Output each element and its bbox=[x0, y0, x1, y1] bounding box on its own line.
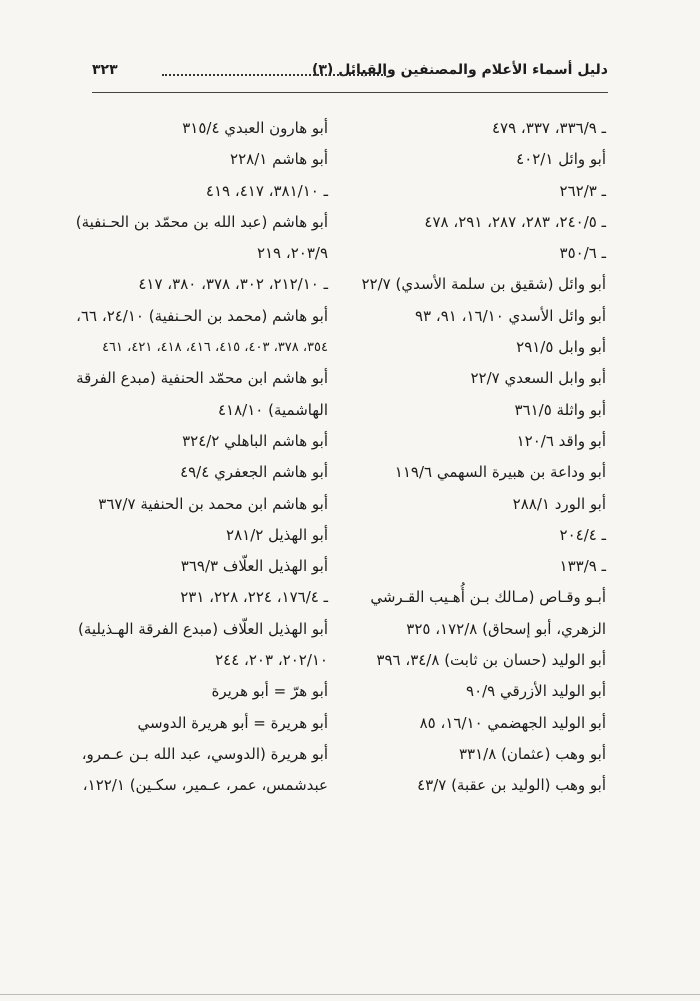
index-entry: أبو وائل الأسدي ١٦/١٠، ٩١، ٩٣ bbox=[415, 306, 606, 325]
index-entry: أبو وابل السعدي ٢٢/٧ bbox=[470, 369, 606, 388]
index-column-right bbox=[361, 113, 606, 802]
page-number: ٣٢٣ bbox=[92, 62, 118, 78]
index-entry: أبو وداعة بن هبيرة السهمي ١١٩/٦ bbox=[394, 463, 606, 482]
running-header bbox=[92, 62, 608, 86]
index-entry: أبو هاشم الجعفري ٤٩/٤ bbox=[180, 463, 328, 482]
index-entry: أبو واثلة ٣٦١/٥ bbox=[514, 400, 606, 419]
index-entry: أبو وهب (عثمان) ٣٣١/٨ bbox=[459, 744, 606, 763]
page-bottom-edge bbox=[0, 994, 700, 995]
index-entry: أبو هاشم ابن محمد بن الحنفية ٣٦٧/٧ bbox=[98, 494, 328, 513]
index-entry: ـ ٢٤٠/٥، ٢٨٣، ٢٨٧، ٢٩١، ٤٧٨ bbox=[424, 212, 606, 231]
header-leader-dots bbox=[162, 74, 386, 76]
index-entry: أبو هاشم (محمد بن الحـنفية) ٢٤/١٠، ٦٦، bbox=[76, 306, 328, 325]
index-entry: أبو وهب (الوليد بن عقبة) ٤٣/٧ bbox=[417, 776, 606, 795]
index-entry: ٣٥٤، ٣٧٨، ٤٠٣، ٤١٥، ٤١٦، ٤١٨، ٤٢١، ٤٦١ bbox=[102, 340, 328, 356]
index-entry: أبو الوليد الأزرقي ٩٠/٩ bbox=[466, 682, 606, 701]
index-entry: ـ ٢٠٤/٤ bbox=[559, 525, 606, 544]
header-divider bbox=[92, 92, 608, 93]
index-entry: الهاشمية) ٤١٨/١٠ bbox=[218, 400, 328, 419]
index-entry: أبو هرّ = أبو هريرة bbox=[211, 682, 328, 701]
index-entry: أبو واقد ١٢٠/٦ bbox=[516, 431, 606, 450]
index-entry: ـ ٢٦٢/٣ bbox=[559, 181, 606, 200]
index-entry: أبو الورد ٢٨٨/١ bbox=[512, 494, 606, 513]
index-entry: ـ ١٣٣/٩ bbox=[559, 557, 606, 576]
index-entry: ـ ٣٣٦/٩، ٣٣٧، ٤٧٩ bbox=[491, 119, 606, 137]
index-entry: ٢٠٣/٩، ٢١٩ bbox=[256, 244, 328, 263]
index-entry: أبو هارون العبدي ٣١٥/٤ bbox=[182, 119, 328, 137]
index-entry: أبو الهذيل العلّاف (مبدع الفرقة الهـذيلية) bbox=[78, 619, 328, 638]
index-entry: أبو هاشم ٢٢٨/١ bbox=[230, 150, 328, 169]
index-entry: أبو الهذيل العلّاف ٣٦٩/٣ bbox=[180, 557, 328, 576]
index-entry: أبو هاشم ابن محمّد الحنفية (مبدع الفرقة bbox=[76, 369, 328, 388]
index-entry: أبو وائل ٤٠٢/١ bbox=[516, 150, 606, 169]
index-entry: عبدشمس، عمر، عـمير، سكـين) ١٢٢/١، bbox=[82, 776, 328, 795]
index-entry: أبو وائل (شقيق بن سلمة الأسدي) ٢٢/٧ bbox=[361, 275, 606, 294]
index-entry: أبـو وقـاص (مـالك بـن أُهـيب القـرشي bbox=[370, 588, 606, 607]
index-entry: أبو الوليد (حسان بن ثابت) ٣٤/٨، ٣٩٦ bbox=[376, 651, 606, 670]
index-entry: أبو الهذيل ٢٨١/٢ bbox=[226, 525, 328, 544]
index-entry: أبو هريرة (الدوسي، عبد الله بـن عـمرو، bbox=[81, 744, 328, 763]
index-entry: أبو هريرة = أبو هريرة الدوسي bbox=[137, 713, 328, 732]
index-entry: ـ ١٧٦/٤، ٢٢٤، ٢٢٨، ٢٣١ bbox=[180, 588, 328, 607]
index-entry: أبو الوليد الجهضمي ١٦/١٠، ٨٥ bbox=[419, 713, 606, 732]
index-entry: ـ ٣٨١/١٠، ٤١٧، ٤١٩ bbox=[205, 181, 328, 200]
index-entry: الزهري، أبو إسحاق) ١٧٢/٨، ٣٢٥ bbox=[406, 619, 606, 638]
index-entry: ـ ٢١٢/١٠، ٣٠٢، ٣٧٨، ٣٨٠، ٤١٧ bbox=[138, 275, 328, 294]
index-column-left bbox=[75, 113, 328, 802]
header-title: دليل أسماء الأعلام والمصنفين والقبائل (٣) bbox=[311, 62, 608, 78]
index-entry: أبو وابل ٢٩١/٥ bbox=[516, 338, 606, 357]
index-entry: ٢٠٢/١٠، ٢٠٣، ٢٤٤ bbox=[215, 651, 328, 670]
index-entry: أبو هاشم الباهلي ٣٢٤/٢ bbox=[182, 431, 328, 450]
index-entry: ـ ٣٥٠/٦ bbox=[559, 244, 606, 263]
index-entry: أبو هاشم (عبد الله بن محمّد بن الحـنفية) bbox=[75, 212, 328, 231]
